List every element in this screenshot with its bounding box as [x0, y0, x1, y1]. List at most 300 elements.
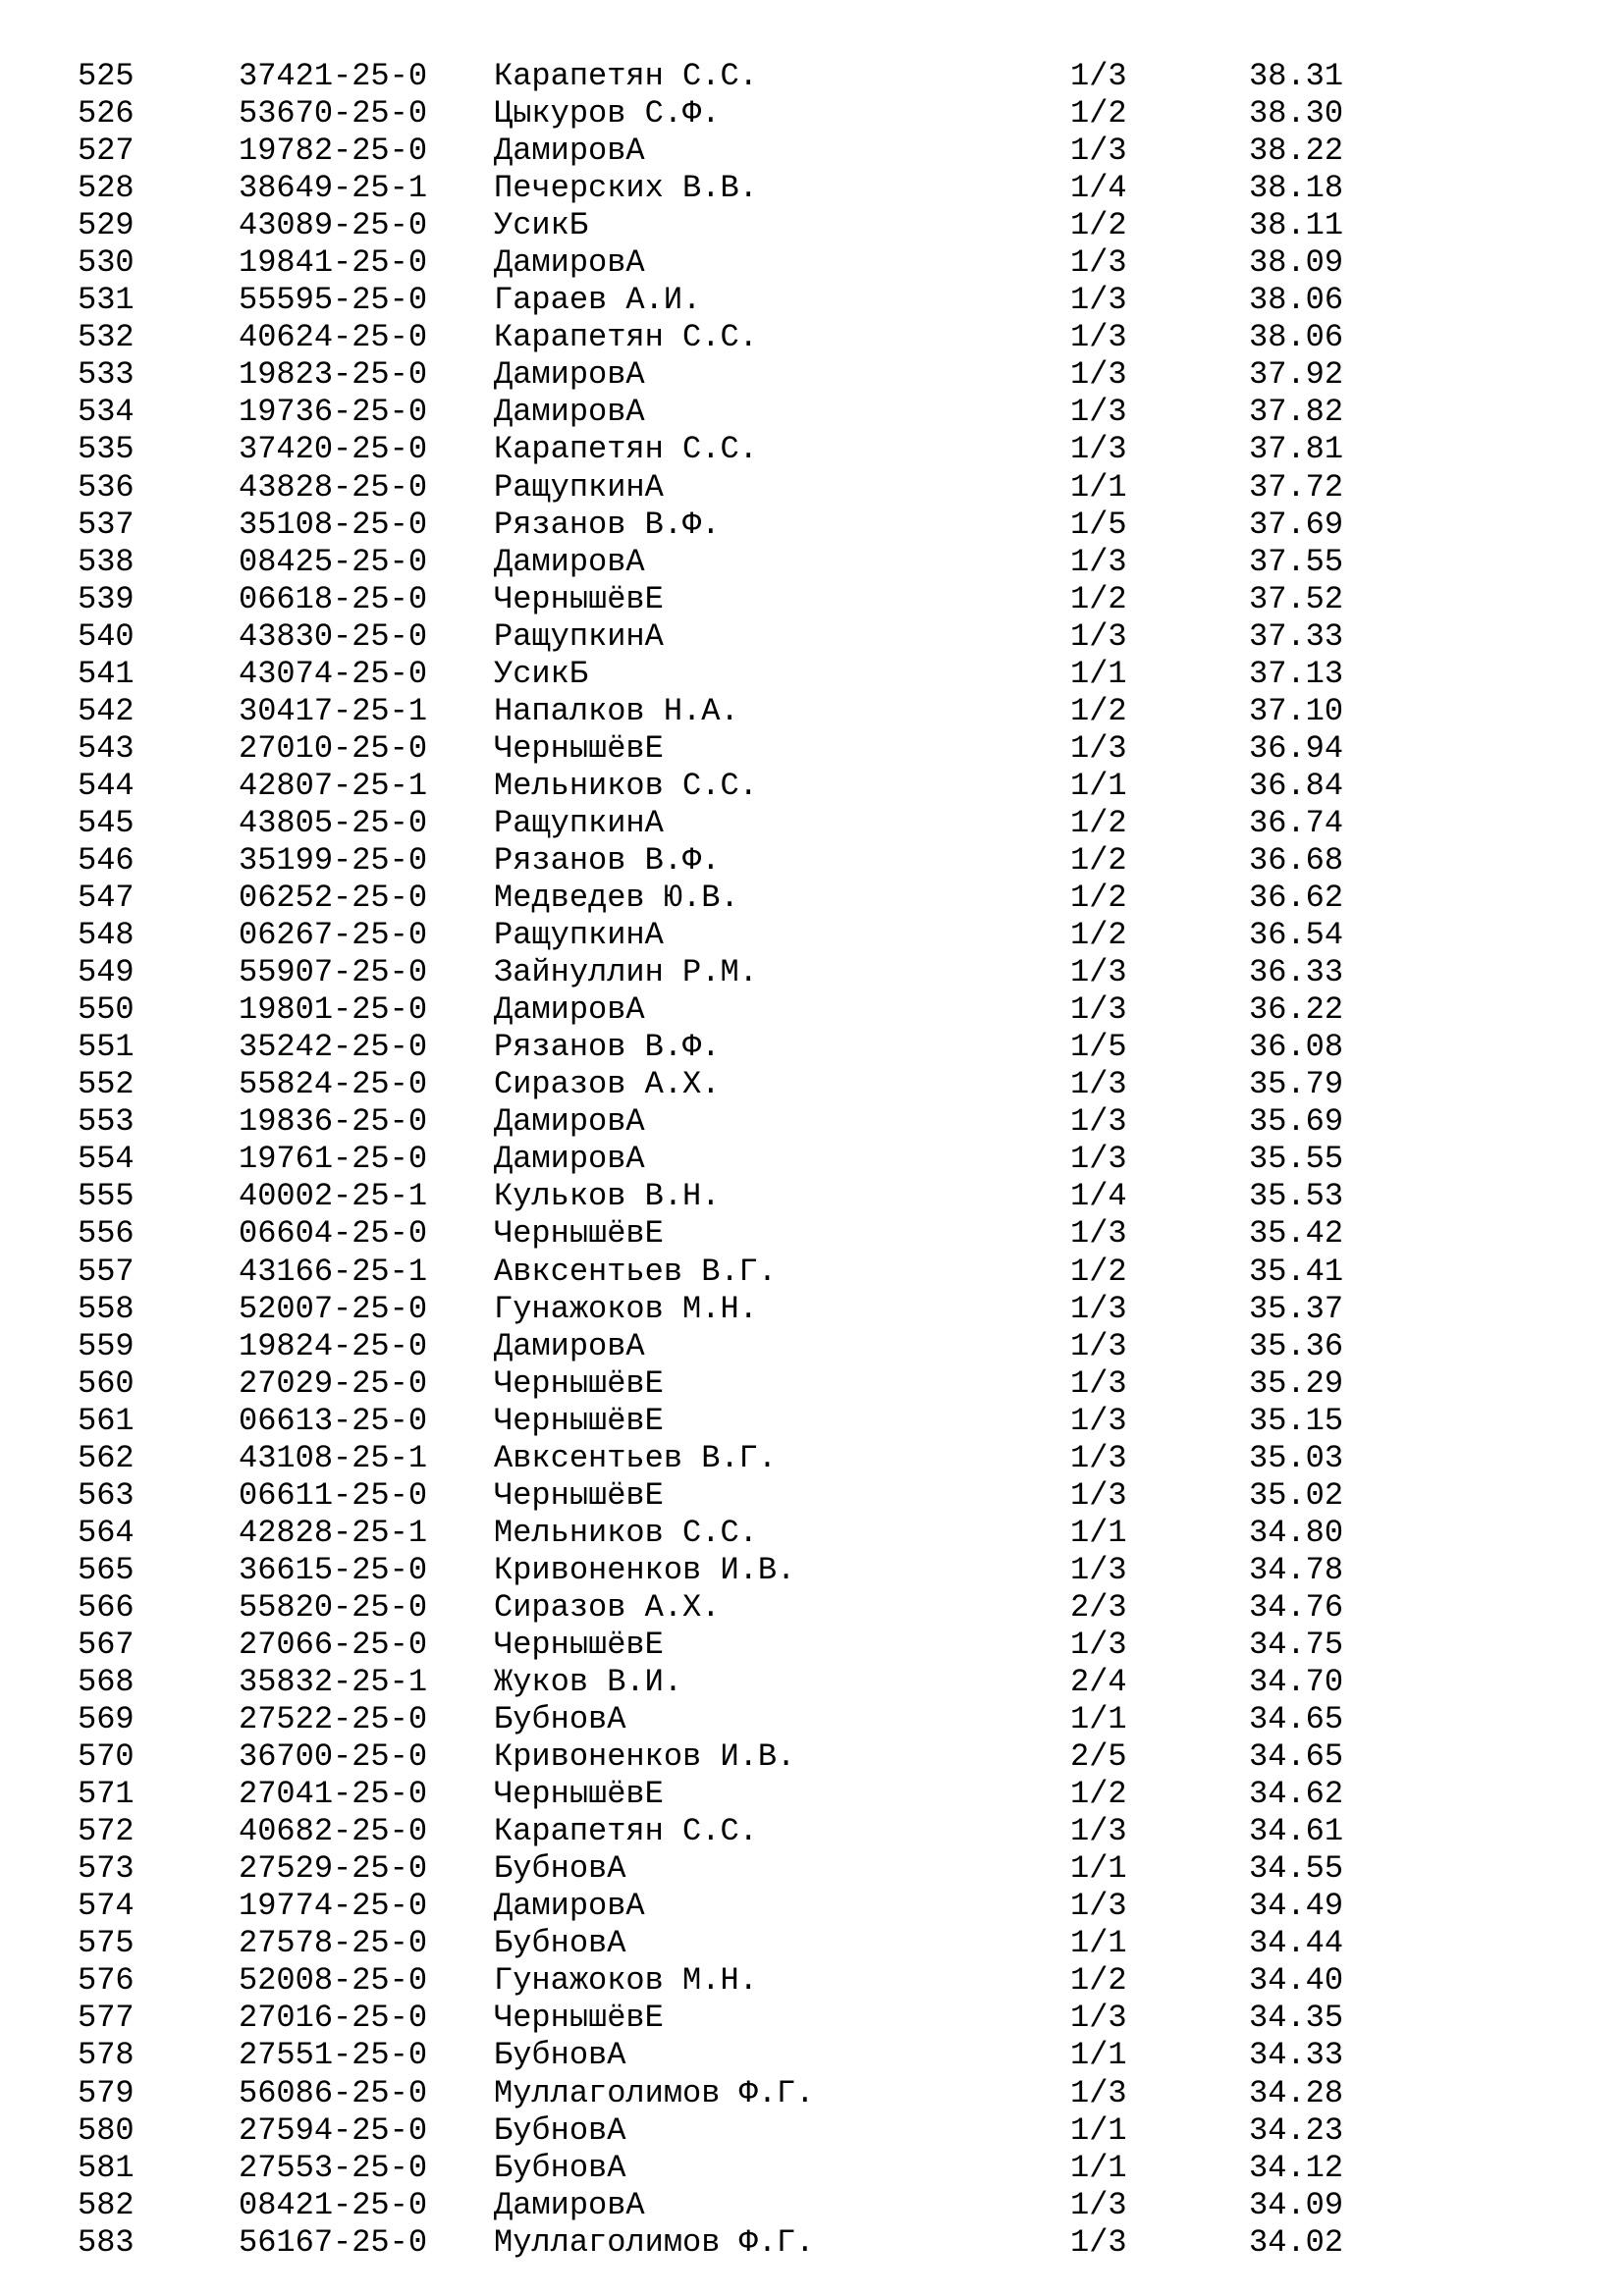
score-value: 34.61: [1249, 1813, 1344, 1850]
row-number: 566: [78, 1588, 135, 1626]
table-row: [0, 2000, 1624, 2037]
fraction: 1/3: [1070, 1813, 1127, 1850]
table-row: [0, 618, 1624, 656]
fraction: 1/2: [1070, 917, 1127, 954]
row-number: 568: [78, 1664, 135, 1701]
registration-code: 06267-25-0: [239, 917, 428, 954]
score-value: 38.09: [1249, 244, 1344, 282]
table-row: [0, 880, 1624, 917]
fraction: 1/2: [1070, 1253, 1127, 1290]
person-name: Гунажоков М.Н.: [494, 1962, 758, 2000]
score-value: 34.02: [1249, 2223, 1344, 2261]
registration-code: 19836-25-0: [239, 1103, 428, 1141]
fraction: 1/3: [1070, 1364, 1127, 1402]
row-number: 526: [78, 95, 135, 133]
person-name: ДамировА: [494, 133, 645, 170]
score-value: 34.33: [1249, 2037, 1344, 2074]
score-value: 37.92: [1249, 356, 1344, 394]
registration-code: 30417-25-1: [239, 692, 428, 729]
row-number: 548: [78, 917, 135, 954]
row-number: 546: [78, 841, 135, 879]
registration-code: 19801-25-0: [239, 991, 428, 1029]
score-value: 34.23: [1249, 2111, 1344, 2149]
person-name: ЧернышёвЕ: [494, 2000, 664, 2037]
row-number: 555: [78, 1178, 135, 1215]
table-row: [0, 1178, 1624, 1215]
registration-code: 06604-25-0: [239, 1215, 428, 1253]
registration-code: 42828-25-1: [239, 1514, 428, 1551]
table-row: [0, 1328, 1624, 1365]
registration-code: 37420-25-0: [239, 431, 428, 468]
registration-code: 27594-25-0: [239, 2111, 428, 2149]
registration-code: 27551-25-0: [239, 2037, 428, 2074]
fraction: 1/3: [1070, 1066, 1127, 1103]
row-number: 574: [78, 1888, 135, 1925]
registration-code: 27029-25-0: [239, 1364, 428, 1402]
table-row: [0, 842, 1624, 880]
table-row: [0, 1813, 1624, 1850]
person-name: Кривоненков И.В.: [494, 1551, 796, 1588]
fraction: 1/1: [1070, 468, 1127, 506]
fraction: 1/3: [1070, 1888, 1127, 1925]
score-value: 37.69: [1249, 506, 1344, 543]
fraction: 1/3: [1070, 2223, 1127, 2261]
table-row: [0, 991, 1624, 1029]
table-row: [0, 1440, 1624, 1477]
fraction: 1/1: [1070, 1925, 1127, 1962]
row-number: 534: [78, 394, 135, 431]
person-name: ДамировА: [494, 991, 645, 1029]
score-value: 38.18: [1249, 170, 1344, 207]
table-row: [0, 1925, 1624, 1962]
score-value: 34.40: [1249, 1962, 1344, 2000]
row-number: 560: [78, 1364, 135, 1402]
person-name: Гунажоков М.Н.: [494, 1290, 758, 1327]
person-name: Сиразов А.Х.: [494, 1066, 721, 1103]
fraction: 1/3: [1070, 1626, 1127, 1663]
person-name: ДамировА: [494, 1141, 645, 1178]
table-row: [0, 1291, 1624, 1328]
row-number: 583: [78, 2223, 135, 2261]
fraction: 1/3: [1070, 394, 1127, 431]
score-value: 35.79: [1249, 1066, 1344, 1103]
fraction: 1/5: [1070, 506, 1127, 543]
fraction: 1/3: [1070, 1290, 1127, 1327]
fraction: 1/1: [1070, 1701, 1127, 1738]
row-number: 527: [78, 133, 135, 170]
fraction: 1/3: [1070, 1551, 1127, 1588]
fraction: 1/1: [1070, 767, 1127, 804]
table-row: [0, 95, 1624, 133]
registration-code: 08425-25-0: [239, 543, 428, 580]
person-name: Медведев Ю.В.: [494, 880, 739, 917]
registration-code: 43089-25-0: [239, 207, 428, 244]
row-number: 544: [78, 767, 135, 804]
table-row: [0, 656, 1624, 693]
person-name: ДамировА: [494, 2186, 645, 2223]
table-row: [0, 1103, 1624, 1141]
table-row: [0, 282, 1624, 319]
registration-code: 19774-25-0: [239, 1888, 428, 1925]
person-name: УсикБ: [494, 655, 589, 692]
person-name: ДамировА: [494, 244, 645, 282]
score-value: 35.29: [1249, 1364, 1344, 1402]
table-row: [0, 1701, 1624, 1738]
table-row: [0, 507, 1624, 544]
score-value: 36.94: [1249, 729, 1344, 767]
row-number: 529: [78, 207, 135, 244]
score-value: 36.74: [1249, 804, 1344, 841]
row-number: 576: [78, 1962, 135, 2000]
score-value: 36.62: [1249, 880, 1344, 917]
table-row: [0, 1254, 1624, 1291]
registration-code: 56167-25-0: [239, 2223, 428, 2261]
person-name: Печерских В.В.: [494, 170, 758, 207]
row-number: 553: [78, 1103, 135, 1141]
table-row: [0, 469, 1624, 507]
registration-code: 35108-25-0: [239, 506, 428, 543]
fraction: 1/3: [1070, 1327, 1127, 1364]
fraction: 1/3: [1070, 282, 1127, 319]
registration-code: 27553-25-0: [239, 2149, 428, 2186]
person-name: ЧернышёвЕ: [494, 729, 664, 767]
fraction: 1/3: [1070, 1141, 1127, 1178]
table-row: [0, 356, 1624, 394]
person-name: ЧернышёвЕ: [494, 1215, 664, 1253]
row-number: 551: [78, 1029, 135, 1066]
score-value: 34.76: [1249, 1588, 1344, 1626]
fraction: 1/1: [1070, 2111, 1127, 2149]
person-name: ДамировА: [494, 394, 645, 431]
registration-code: 55907-25-0: [239, 954, 428, 991]
registration-code: 27529-25-0: [239, 1850, 428, 1888]
registration-code: 35832-25-1: [239, 1664, 428, 1701]
fraction: 1/3: [1070, 954, 1127, 991]
person-name: ЧернышёвЕ: [494, 1776, 664, 1813]
table-row: [0, 2112, 1624, 2150]
table-row: [0, 1066, 1624, 1103]
registration-code: 43830-25-0: [239, 617, 428, 655]
row-number: 579: [78, 2074, 135, 2111]
fraction: 1/3: [1070, 1402, 1127, 1439]
score-value: 35.41: [1249, 1253, 1344, 1290]
score-value: 34.12: [1249, 2149, 1344, 2186]
registration-code: 27010-25-0: [239, 729, 428, 767]
row-number: 571: [78, 1776, 135, 1813]
table-row: [0, 244, 1624, 282]
row-number: 542: [78, 692, 135, 729]
table-row: [0, 544, 1624, 581]
fraction: 1/3: [1070, 58, 1127, 94]
person-name: Рязанов В.Ф.: [494, 506, 721, 543]
fraction: 1/3: [1070, 356, 1127, 394]
registration-code: 53670-25-0: [239, 95, 428, 133]
registration-code: 06611-25-0: [239, 1476, 428, 1514]
registration-code: 40682-25-0: [239, 1813, 428, 1850]
registration-code: 43805-25-0: [239, 804, 428, 841]
score-value: 34.28: [1249, 2074, 1344, 2111]
table-row: [0, 1664, 1624, 1701]
registration-code: 27522-25-0: [239, 1701, 428, 1738]
registration-code: 38649-25-1: [239, 170, 428, 207]
fraction: 2/4: [1070, 1664, 1127, 1701]
person-name: БубновА: [494, 1701, 626, 1738]
person-name: Мельников С.С.: [494, 1514, 758, 1551]
fraction: 1/4: [1070, 1178, 1127, 1215]
person-name: РащупкинА: [494, 804, 664, 841]
registration-code: 06613-25-0: [239, 1402, 428, 1439]
fraction: 1/2: [1070, 1776, 1127, 1813]
person-name: РащупкинА: [494, 468, 664, 506]
registration-code: 55595-25-0: [239, 282, 428, 319]
table-row: [0, 1962, 1624, 2000]
score-value: 34.78: [1249, 1551, 1344, 1588]
registration-code: 06252-25-0: [239, 880, 428, 917]
table-row: [0, 1029, 1624, 1066]
person-name: Кривоненков И.В.: [494, 1738, 796, 1776]
person-name: БубновА: [494, 2037, 626, 2074]
registration-code: 35199-25-0: [239, 841, 428, 879]
registration-code: 19761-25-0: [239, 1141, 428, 1178]
table-row: [0, 954, 1624, 991]
person-name: ЧернышёвЕ: [494, 580, 664, 617]
row-number: 561: [78, 1402, 135, 1439]
person-name: Карапетян С.С.: [494, 319, 758, 356]
score-value: 35.03: [1249, 1439, 1344, 1476]
score-value: 36.68: [1249, 841, 1344, 879]
row-number: 562: [78, 1439, 135, 1476]
table-row: [0, 730, 1624, 768]
score-value: 34.35: [1249, 2000, 1344, 2037]
score-value: 38.06: [1249, 319, 1344, 356]
score-value: 37.82: [1249, 394, 1344, 431]
person-name: Мельников С.С.: [494, 767, 758, 804]
score-value: 34.49: [1249, 1888, 1344, 1925]
person-name: РащупкинА: [494, 917, 664, 954]
table-row: [0, 1477, 1624, 1515]
fraction: 1/1: [1070, 2149, 1127, 2186]
row-number: 570: [78, 1738, 135, 1776]
row-number: 578: [78, 2037, 135, 2074]
row-number: 577: [78, 2000, 135, 2037]
table-row: [0, 431, 1624, 468]
registration-code: 43828-25-0: [239, 468, 428, 506]
registration-code: 35242-25-0: [239, 1029, 428, 1066]
score-value: 35.36: [1249, 1327, 1344, 1364]
row-number: 536: [78, 468, 135, 506]
score-value: 37.10: [1249, 692, 1344, 729]
score-value: 37.81: [1249, 431, 1344, 468]
score-value: 36.22: [1249, 991, 1344, 1029]
table-row: [0, 693, 1624, 730]
score-value: 37.13: [1249, 655, 1344, 692]
row-number: 575: [78, 1925, 135, 1962]
table-row: [0, 768, 1624, 805]
score-value: 34.55: [1249, 1850, 1344, 1888]
score-value: 36.08: [1249, 1029, 1344, 1066]
row-number: 540: [78, 617, 135, 655]
registration-code: 43108-25-1: [239, 1439, 428, 1476]
fraction: 1/2: [1070, 692, 1127, 729]
score-value: 37.72: [1249, 468, 1344, 506]
score-value: 36.54: [1249, 917, 1344, 954]
table-row: [0, 394, 1624, 431]
table-row: [0, 170, 1624, 207]
fraction: 1/3: [1070, 729, 1127, 767]
row-number: 554: [78, 1141, 135, 1178]
row-number: 549: [78, 954, 135, 991]
person-name: БубновА: [494, 2149, 626, 2186]
score-value: 38.30: [1249, 95, 1344, 133]
person-name: Кульков В.Н.: [494, 1178, 721, 1215]
row-number: 531: [78, 282, 135, 319]
registration-code: 55824-25-0: [239, 1066, 428, 1103]
table-row: [0, 2150, 1624, 2187]
fraction: 1/2: [1070, 880, 1127, 917]
registration-code: 08421-25-0: [239, 2186, 428, 2223]
score-value: 34.65: [1249, 1738, 1344, 1776]
person-name: ЧернышёвЕ: [494, 1364, 664, 1402]
fraction: 1/3: [1070, 431, 1127, 468]
person-name: Жуков В.И.: [494, 1664, 683, 1701]
fraction: 1/2: [1070, 580, 1127, 617]
person-name: БубновА: [494, 1925, 626, 1962]
row-number: 580: [78, 2111, 135, 2149]
registration-code: 06618-25-0: [239, 580, 428, 617]
table-row: [0, 581, 1624, 618]
person-name: ДамировА: [494, 1103, 645, 1141]
table-row: [0, 1850, 1624, 1888]
person-name: ЧернышёвЕ: [494, 1402, 664, 1439]
row-number: 558: [78, 1290, 135, 1327]
score-value: 34.70: [1249, 1664, 1344, 1701]
registration-code: 27016-25-0: [239, 2000, 428, 2037]
row-number: 572: [78, 1813, 135, 1850]
fraction: 1/3: [1070, 2074, 1127, 2111]
fraction: 1/4: [1070, 170, 1127, 207]
registration-code: 37421-25-0: [239, 58, 428, 94]
person-name: Карапетян С.С.: [494, 1813, 758, 1850]
score-value: 34.80: [1249, 1514, 1344, 1551]
registration-code: 56086-25-0: [239, 2074, 428, 2111]
person-name: Зайнуллин Р.М.: [494, 954, 758, 991]
table-row: [0, 1627, 1624, 1664]
person-name: Муллаголимов Ф.Г.: [494, 2223, 815, 2261]
row-number: 545: [78, 804, 135, 841]
fraction: 1/1: [1070, 1850, 1127, 1888]
registration-code: 42807-25-1: [239, 767, 428, 804]
fraction: 1/1: [1070, 1514, 1127, 1551]
fraction: 1/3: [1070, 2000, 1127, 2037]
registration-code: 40002-25-1: [239, 1178, 428, 1215]
registration-code: 43074-25-0: [239, 655, 428, 692]
table-row: [0, 1776, 1624, 1813]
table-row: [0, 1515, 1624, 1552]
person-name: ЧернышёвЕ: [494, 1476, 664, 1514]
row-number: 556: [78, 1215, 135, 1253]
row-number: 547: [78, 880, 135, 917]
score-value: 38.06: [1249, 282, 1344, 319]
table-row: [0, 58, 1624, 95]
table-row: [0, 2075, 1624, 2112]
person-name: ДамировА: [494, 1888, 645, 1925]
row-number: 530: [78, 244, 135, 282]
row-number: 537: [78, 506, 135, 543]
fraction: 1/3: [1070, 543, 1127, 580]
score-value: 35.42: [1249, 1215, 1344, 1253]
person-name: БубновА: [494, 2111, 626, 2149]
row-number: 565: [78, 1551, 135, 1588]
row-number: 581: [78, 2149, 135, 2186]
row-number: 582: [78, 2186, 135, 2223]
table-row: [0, 1365, 1624, 1403]
registration-code: 40624-25-0: [239, 319, 428, 356]
table-row: [0, 1141, 1624, 1178]
fraction: 1/1: [1070, 655, 1127, 692]
score-value: 35.53: [1249, 1178, 1344, 1215]
person-name: Гараев А.И.: [494, 282, 702, 319]
fraction: 1/5: [1070, 1029, 1127, 1066]
row-number: 569: [78, 1701, 135, 1738]
table-row: [0, 1552, 1624, 1589]
table-row: [0, 2187, 1624, 2224]
fraction: 1/3: [1070, 1215, 1127, 1253]
score-value: 34.62: [1249, 1776, 1344, 1813]
fraction: 1/2: [1070, 95, 1127, 133]
fraction: 1/3: [1070, 991, 1127, 1029]
score-value: 37.52: [1249, 580, 1344, 617]
row-number: 573: [78, 1850, 135, 1888]
fraction: 1/2: [1070, 1962, 1127, 2000]
registration-code: 52008-25-0: [239, 1962, 428, 2000]
fraction: 2/5: [1070, 1738, 1127, 1776]
fraction: 1/3: [1070, 1439, 1127, 1476]
fraction: 1/2: [1070, 207, 1127, 244]
results-table: [0, 58, 1624, 2262]
registration-code: 36615-25-0: [239, 1551, 428, 1588]
registration-code: 43166-25-1: [239, 1253, 428, 1290]
score-value: 34.44: [1249, 1925, 1344, 1962]
row-number: 552: [78, 1066, 135, 1103]
registration-code: 52007-25-0: [239, 1290, 428, 1327]
fraction: 1/3: [1070, 617, 1127, 655]
fraction: 1/3: [1070, 244, 1127, 282]
fraction: 1/1: [1070, 2037, 1127, 2074]
score-value: 36.84: [1249, 767, 1344, 804]
person-name: Напалков Н.А.: [494, 692, 739, 729]
row-number: 557: [78, 1253, 135, 1290]
person-name: Авксентьев В.Г.: [494, 1439, 778, 1476]
person-name: Муллаголимов Ф.Г.: [494, 2074, 815, 2111]
person-name: БубновА: [494, 1850, 626, 1888]
person-name: Сиразов А.Х.: [494, 1588, 721, 1626]
row-number: 564: [78, 1514, 135, 1551]
score-value: 35.02: [1249, 1476, 1344, 1514]
score-value: 36.33: [1249, 954, 1344, 991]
registration-code: 36700-25-0: [239, 1738, 428, 1776]
registration-code: 19782-25-0: [239, 133, 428, 170]
table-row: [0, 1888, 1624, 1925]
row-number: 538: [78, 543, 135, 580]
table-row: [0, 1589, 1624, 1627]
row-number: 563: [78, 1476, 135, 1514]
person-name: УсикБ: [494, 207, 589, 244]
person-name: Рязанов В.Ф.: [494, 1029, 721, 1066]
score-value: 35.69: [1249, 1103, 1344, 1141]
fraction: 1/2: [1070, 841, 1127, 879]
person-name: Карапетян С.С.: [494, 431, 758, 468]
row-number: 535: [78, 431, 135, 468]
